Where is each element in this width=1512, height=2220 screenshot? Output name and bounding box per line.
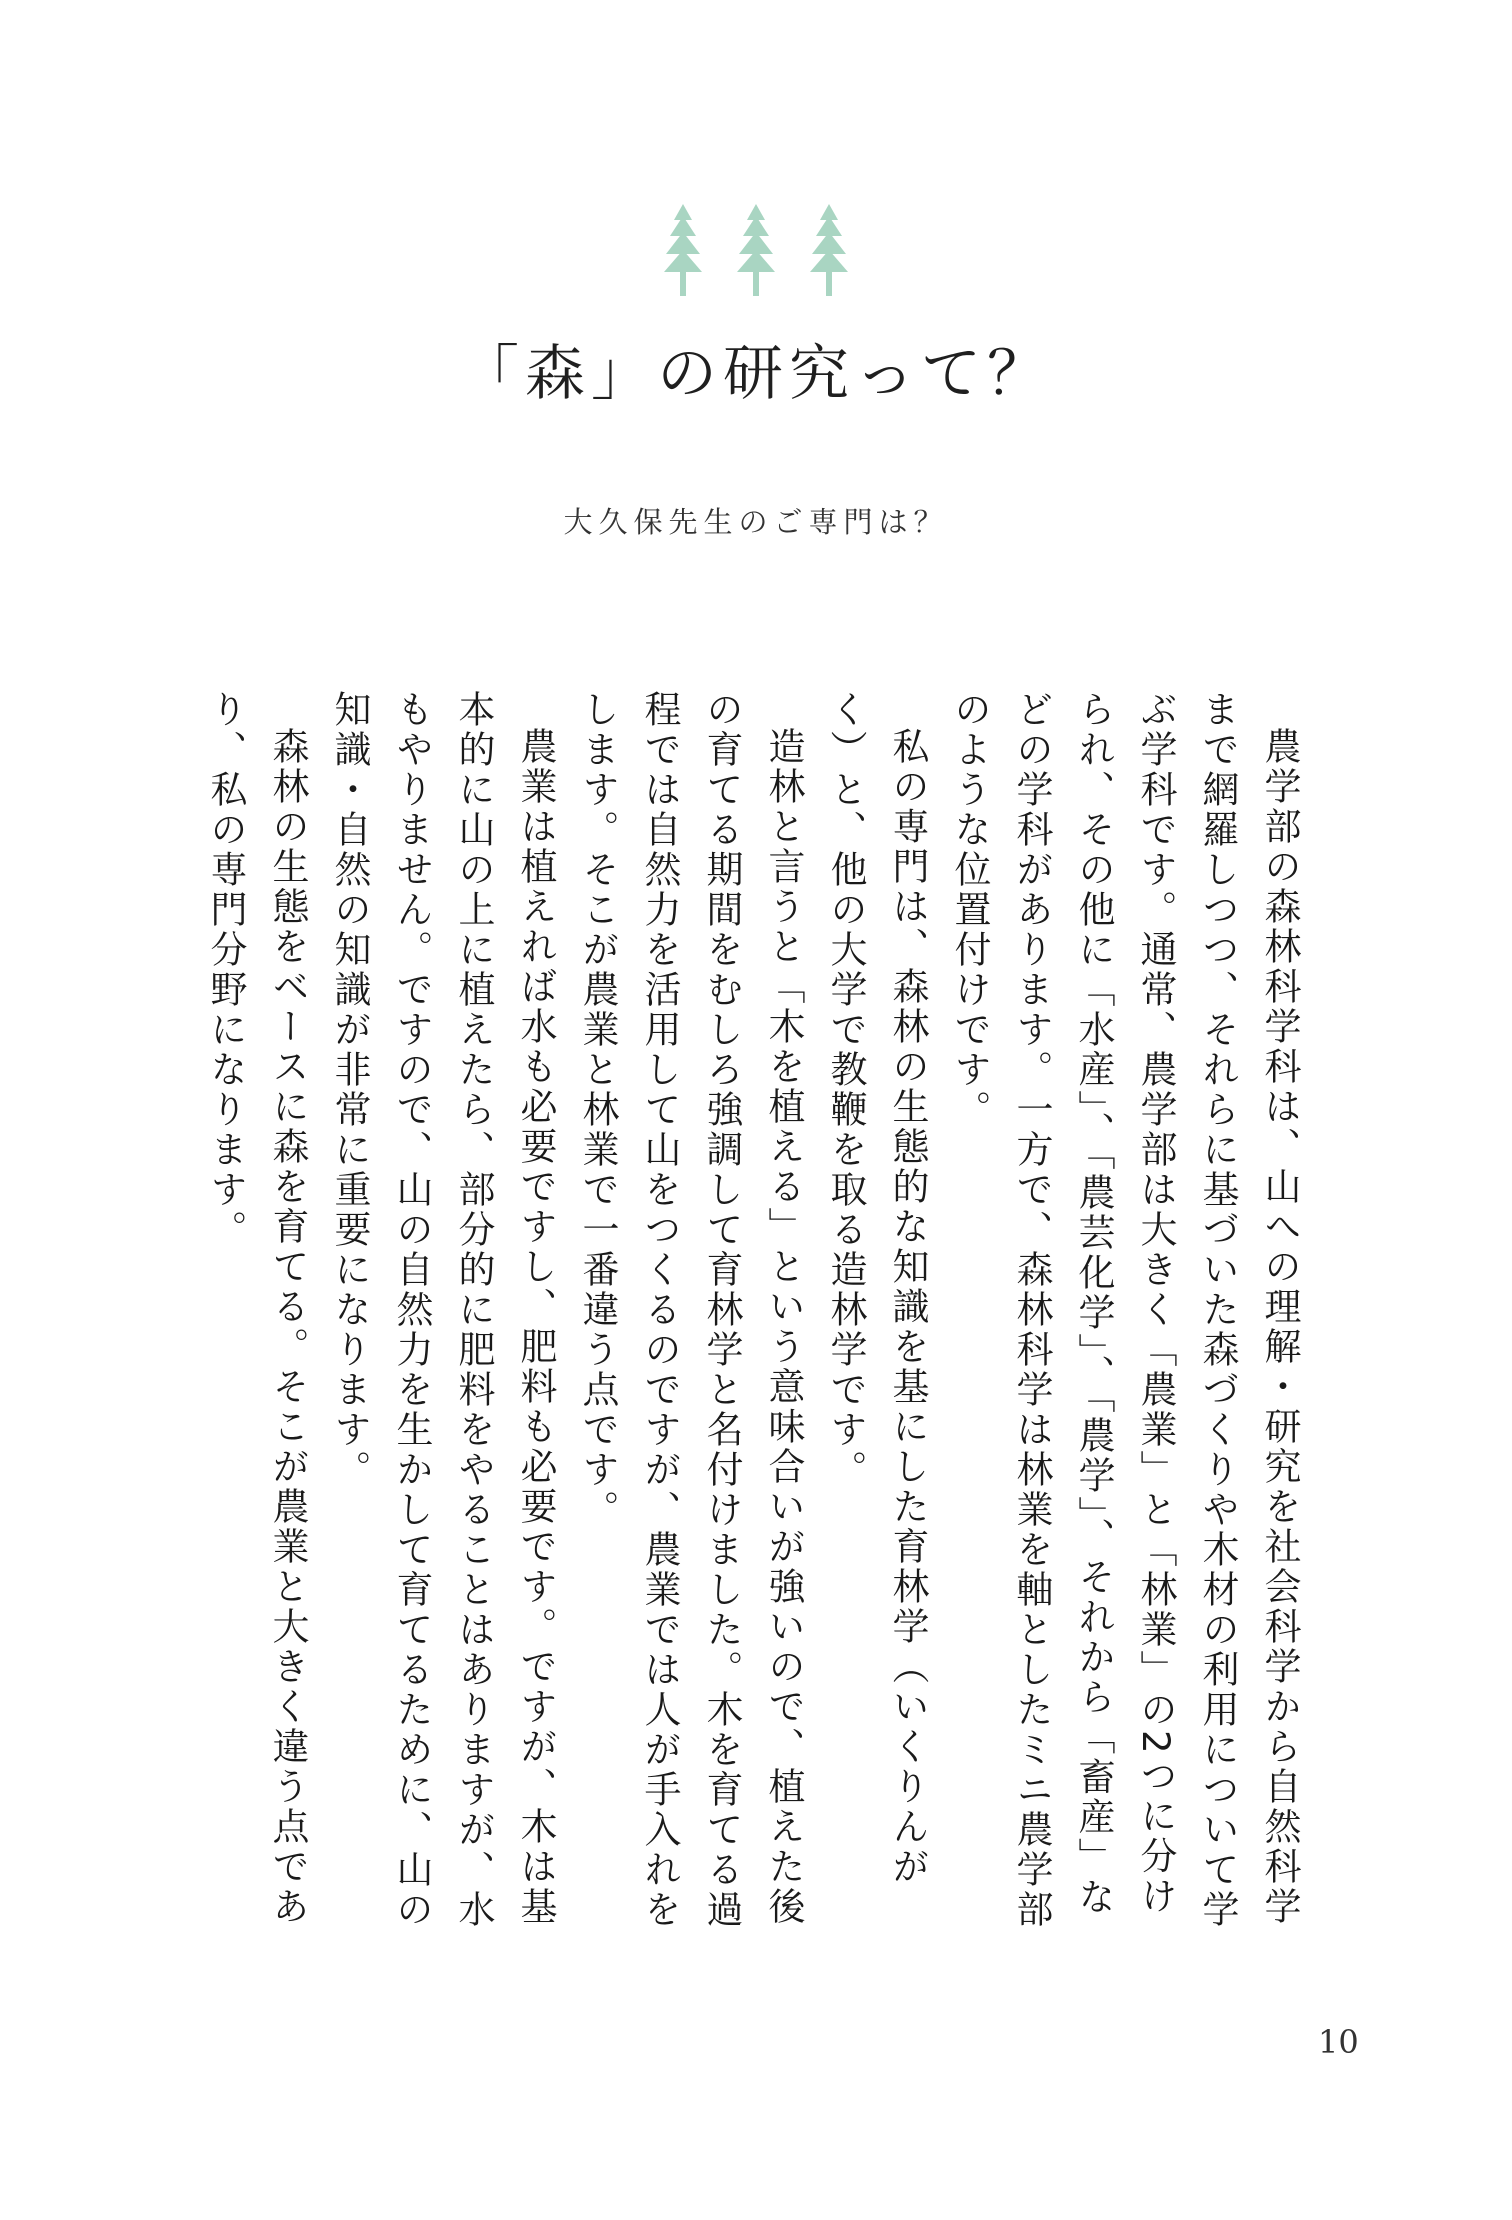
paragraph: 造林と言うと「木を植える」という意味合いが強いので、植えた後の育てる期間をむしろ強調して育林学と名付けました。木を育てる過程では自然力を活用して山をつくるのですが、農業では人が手入れをします。そこが農業と林業で一番違う点です。 <box>576 690 805 1930</box>
section-question: 大久保先生のご専門は？ <box>563 505 949 539</box>
paragraph: 私の専門は、森林の生態的な知識を基にした育林学（いくりんがく）と、他の大学で教鞭を取る造林学です。 <box>824 690 929 1887</box>
body-text <box>194 690 1310 1930</box>
tree-icon <box>810 204 848 296</box>
tree-icon <box>664 204 702 296</box>
tree-icon <box>737 204 775 296</box>
page-number: 10 <box>1318 2023 1359 2061</box>
paragraph: 森林の生態をベースに森を育てる。そこが農業と大きく違う点であり、私の専門分野になります。 <box>204 690 309 1927</box>
paragraph: 農学部の森林科学科は、山への理解・研究を社会科学から自然科学まで網羅しつつ、それらに基づいた森づくりや木材の利用について学ぶ学科です。通常、農学部は大きく「農業」と「林業」の2つに分けられ、その他に「水産」、「農芸化学」、「農学」、それから「畜産」などの学科があります。一方で、森林科学は林業を軸としたミニ農学部のような位置付けです。 <box>948 690 1301 1930</box>
three-trees-icon <box>656 200 856 300</box>
paragraph: 農業は植えれば水も必要ですし、肥料も必要です。ですが、木は基本的に山の上に植えたら、部分的に肥料をやることはありますが、水もやりません。ですので、山の自然力を生かして育てるために、山の知識・自然の知識が非常に重要になります。 <box>328 690 557 1930</box>
page-title: 「森」の研究って？ <box>459 339 1053 409</box>
